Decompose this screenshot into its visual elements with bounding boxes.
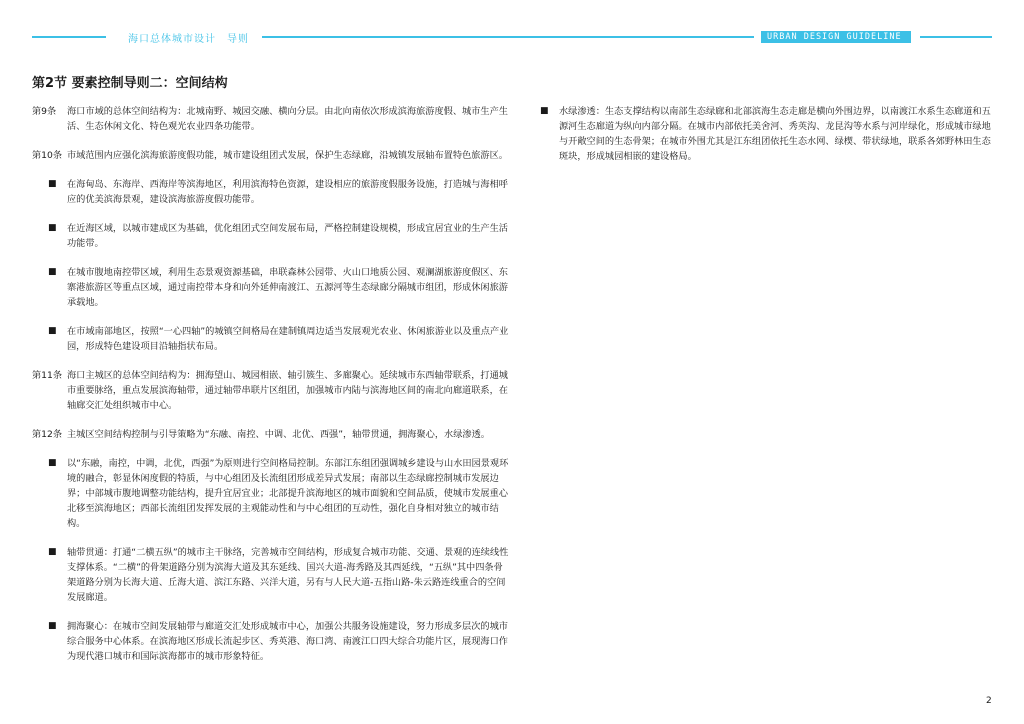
bullet-item [48, 324, 510, 354]
header-rule-left [32, 36, 106, 38]
square-bullet-icon: ■ [48, 267, 57, 277]
square-bullet-icon: ■ [48, 223, 57, 233]
article-12 [32, 427, 510, 442]
header-title: 海口总体城市设计 导则 [128, 34, 249, 45]
square-bullet-icon: ■ [540, 106, 549, 116]
bullet-item [48, 456, 510, 531]
article-text: 主城区空间结构控制与引导策略为“东融、南控、中调、北优、西强”，轴带贯通，拥海聚心，水绿渗透。 [67, 429, 490, 440]
bullet-text: 拥海聚心：在城市空间发展轴带与廊道交汇处形成城市中心，加强公共服务设施建设，努力形成多层次的城市综合服务中心体系。在滨海地区形成长流起步区、秀英港、海口湾、南渡江口四大综合功能片区，展现海口作为现代港口城市和国际滨海都市的城市形象特征。 [67, 621, 508, 662]
article-label: 第11条 [32, 370, 63, 381]
header-rule-right [920, 36, 992, 38]
article-10 [32, 148, 510, 163]
square-bullet-icon: ■ [48, 547, 57, 557]
header-tag: URBAN DESIGN GUIDELINE [761, 31, 911, 43]
bullet-text: 在海甸岛、东海岸、西海岸等滨海地区，利用滨海特色资源，建设相应的旅游度假服务设施，打造城与海相呼应的优美滨海景观，建设滨海旅游度假功能带。 [67, 179, 508, 205]
square-bullet-icon: ■ [48, 621, 57, 631]
bullet-item [48, 221, 510, 251]
left-column [32, 104, 510, 678]
article-11 [32, 368, 510, 413]
bullet-item [48, 265, 510, 310]
article-9 [32, 104, 510, 134]
bullet-text: 水绿渗透：生态支撑结构以南部生态绿廊和北部滨海生态走廊是横向外围边界，以南渡江水系生态廊道和五源河生态廊道为纵向内部分隔。在城市内部依托美舍河、秀英沟、龙昆沟等水系与河岸绿化，形成城市绿地与开敞空间的生态骨架；在城市外围尤其是江东组团依托生态水网、绿楔、带状绿地，联系各郊野林田生态斑块，形成城园相嵌的建设格局。 [559, 106, 991, 162]
article-text: 市域范围内应强化滨海旅游度假功能，城市建设组团式发展，保护生态绿廊，沿城镇发展轴布置特色旅游区。 [67, 150, 508, 161]
section-title: 第2节 要素控制导则二：空间结构 [32, 76, 228, 91]
bullet-item [48, 545, 510, 605]
bullet-text: 在市域南部地区，按照“一心四轴”的城镇空间格局在建制镇周边适当发展观光农业、休闲旅游业以及重点产业园，形成特色建设项目沿轴指状布局。 [67, 326, 509, 352]
article-label: 第12条 [32, 429, 63, 440]
article-label: 第9条 [32, 106, 57, 117]
square-bullet-icon: ■ [48, 326, 57, 336]
square-bullet-icon: ■ [48, 179, 57, 189]
bullet-text: 以“东融，南控，中调，北优，西强”为原则进行空间格局控制。东部江东组团强调城乡建设与山水田园景观环境的融合，彰显休闲度假的特质，与中心组团及长流组团形成差异式发展；南部以生态绿廊控制城市发展边界；中部城市腹地调整功能结构，提升宜居宜业；北部提升滨海地区的城市面貌和空间品质，使城市发展重心北移至滨海地区；西部长流组团发挥发展的主观能动性和与中心组团的互动性，强化自身相对独立的城市结构。 [67, 458, 509, 529]
article-text: 海口市域的总体空间结构为：北城南野、城园交融、横向分层。由北向南依次形成滨海旅游度假、城市生产生活、生态休闲文化、特色观光农业四条功能带。 [67, 106, 508, 132]
page-number: 2 [986, 696, 992, 706]
bullet-item [48, 619, 510, 664]
article-text: 海口主城区的总体空间结构为：拥海望山、城园相嵌、轴引簇生、多廊聚心。延续城市东西轴带联系，打通城市重要脉络，重点发展滨海轴带，通过轴带串联片区组团，加强城市内陆与滨海地区间的南北向廊道联系，在轴廊交汇处组织城市中心。 [67, 370, 508, 411]
bullet-text: 在城市腹地南控带区域，利用生态景观资源基础，串联森林公园带、火山口地质公园、观澜湖旅游度假区、东寨港旅游区等重点区域，通过南控带本身和向外延伸南渡江、五源河等生态绿廊分隔城市组团，形成休闲旅游承载地。 [67, 267, 508, 308]
article-label: 第10条 [32, 150, 63, 161]
bullet-text: 轴带贯通：打通“二横五纵”的城市主干脉络，完善城市空间结构，形成复合城市功能、交通、景观的连续线性支撑体系。“二横”的骨架道路分别为滨海大道及其东延线、国兴大道-海秀路及其西延线，“五纵”其中四条骨架道路分别为长海大道、丘海大道、滨江东路、兴洋大道，另有与人民大道-五指山路-朱云路连线重合的空间发展廊道。 [67, 547, 509, 603]
bullet-item [540, 104, 998, 164]
square-bullet-icon: ■ [48, 458, 57, 468]
header-rule-middle [262, 36, 754, 38]
bullet-item [48, 177, 510, 207]
bullet-text: 在近海区域，以城市建成区为基础，优化组团式空间发展布局，严格控制建设规模，形成宜居宜业的生产生活功能带。 [67, 223, 508, 249]
right-column [540, 104, 998, 178]
